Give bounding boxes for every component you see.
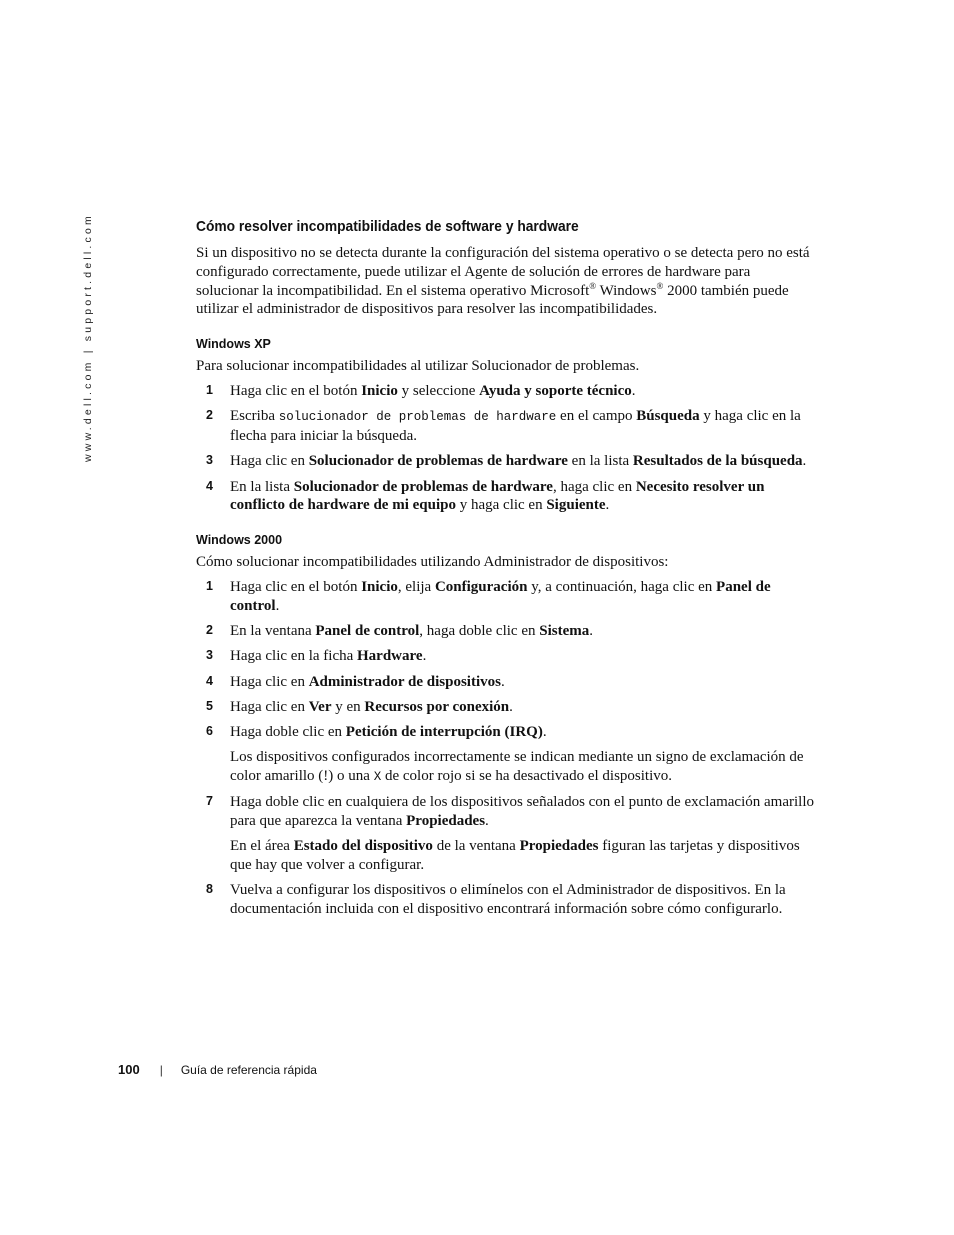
step-item — [196, 578, 814, 616]
step-text: y haga clic en — [455, 497, 547, 514]
step-number: 3 — [206, 648, 213, 663]
step-text: . — [509, 699, 513, 716]
ui-term: Solucionador de problemas de hardware — [308, 453, 568, 470]
intro-text-2: Windows — [596, 282, 657, 299]
note-text: de la ventana — [432, 837, 520, 854]
ui-term: Ver — [308, 699, 332, 716]
note-text: figuran las tarjetas y dispositivos que hay que volver a configurar. — [230, 837, 800, 873]
step-note — [230, 748, 814, 787]
page-number: 100 — [118, 1062, 140, 1077]
step-text: . — [589, 623, 593, 640]
intro-text-3: 2000 también puede utilizar el administrador de dispositivos para resolver las incompatibilidades. — [196, 282, 789, 318]
page-footer — [118, 1062, 317, 1077]
footer-doc-title: Guía de referencia rápida — [180, 1062, 317, 1077]
step-text: , haga clic en — [552, 478, 636, 495]
ui-term: Inicio — [361, 579, 398, 596]
code-term: X — [373, 769, 382, 784]
step-text: . — [422, 648, 427, 665]
registered-mark: ® — [656, 280, 664, 291]
step-item — [196, 478, 814, 516]
step-text: . — [542, 724, 547, 741]
step-text: . — [802, 453, 807, 470]
code-term: solucionador de problemas de hardware — [278, 410, 557, 425]
ui-term: Propiedades — [406, 813, 486, 830]
step-number: 5 — [206, 699, 213, 714]
step-number: 3 — [206, 453, 213, 468]
step-item — [196, 647, 814, 666]
windows-2000-steps — [196, 578, 814, 918]
footer-separator: | — [159, 1062, 163, 1077]
ui-term: Solucionador de problemas de hardware — [293, 478, 553, 495]
main-content — [196, 218, 814, 925]
step-number: 2 — [206, 408, 213, 423]
ui-term: Panel de control — [315, 623, 420, 640]
step-item — [196, 723, 814, 786]
ui-term: Búsqueda — [636, 408, 700, 425]
step-text: Haga doble clic en — [230, 724, 346, 741]
step-text: Haga clic en — [230, 699, 309, 716]
step-text: Haga clic en el botón — [230, 579, 362, 596]
step-text: y seleccione — [397, 382, 480, 399]
windows-xp-heading: Windows XP — [196, 337, 271, 352]
step-item — [196, 698, 814, 717]
step-text: . — [631, 382, 636, 399]
step-item — [196, 452, 814, 471]
step-text: . — [485, 813, 489, 830]
step-text: y, a continuación, haga clic en — [527, 579, 717, 596]
ui-term: Administrador de dispositivos — [308, 673, 501, 690]
step-text: . — [275, 597, 280, 614]
windows-2000-heading: Windows 2000 — [196, 533, 283, 548]
step-text: en la lista — [567, 453, 633, 470]
step-text: Haga doble clic en cualquiera de los dispositivos señalados con el punto de exclamación amarillo para que aparezca la ventana — [230, 794, 814, 830]
ui-term: Hardware — [357, 648, 423, 665]
step-number: 8 — [206, 881, 213, 896]
section-title: Cómo resolver incompatibilidades de software y hardware — [196, 218, 579, 235]
note-text: En el área — [230, 837, 294, 854]
step-number: 6 — [206, 724, 213, 739]
step-number: 4 — [206, 673, 213, 688]
ui-term: Panel de control — [230, 579, 771, 614]
registered-mark: ® — [589, 280, 597, 291]
step-text: . — [605, 497, 610, 514]
intro-text-1: Si un dispositivo no se detecta durante la configuración del sistema operativo o se detecta pero no está configurado correctamente, puede utilizar el Agente de solución de errores de hardware para solucionar la incompatibilidad. En el sistema operativo Microsoft — [196, 245, 810, 299]
step-text: Haga clic en — [230, 673, 309, 690]
side-url: www.dell.com | support.dell.com — [82, 213, 94, 462]
note-text: Los dispositivos configurados incorrectamente se indican mediante un signo de exclamación de color amarillo (!) o una — [230, 749, 804, 784]
step-item — [196, 673, 814, 692]
step-item — [196, 793, 814, 874]
step-number: 7 — [206, 794, 213, 809]
step-text: y en — [331, 699, 365, 716]
step-text: , haga doble clic en — [419, 623, 540, 640]
ui-term: Propiedades — [519, 837, 599, 854]
step-text: Haga clic en el botón — [230, 382, 362, 399]
intro-paragraph — [196, 244, 814, 319]
ui-term: Recursos por conexión — [364, 699, 510, 716]
ui-term: Siguiente — [546, 497, 606, 514]
step-text: En la lista — [230, 478, 294, 495]
ui-term: Resultados de la búsqueda — [632, 453, 803, 470]
step-item — [196, 622, 814, 641]
step-text: Vuelva a configurar los dispositivos o elimínelos con el Administrador de dispositivos. En la documentación incluida con el dispositivo encontrará información sobre cómo configurarlo. — [230, 881, 786, 917]
step-item — [196, 407, 814, 446]
step-text: y haga clic en la flecha para iniciar la búsqueda. — [230, 408, 801, 445]
step-text: En la ventana — [230, 623, 316, 640]
ui-term: Petición de interrupción (IRQ) — [345, 724, 543, 741]
step-text: en el campo — [556, 408, 637, 425]
step-number: 2 — [206, 623, 213, 638]
ui-term: Estado del dispositivo — [293, 837, 433, 854]
windows-xp-steps — [196, 382, 814, 515]
step-text: , elija — [397, 579, 435, 596]
step-text: Haga clic en — [230, 453, 309, 470]
step-text: Escriba — [230, 408, 279, 425]
ui-term: Sistema — [539, 623, 590, 640]
windows-xp-lead: Para solucionar incompatibilidades al utilizar Solucionador de problemas. — [196, 358, 640, 375]
note-text: de color rojo si se ha desactivado el dispositivo. — [381, 767, 672, 784]
step-item — [196, 881, 814, 919]
step-note — [230, 837, 814, 875]
step-text: Haga clic en la ficha — [230, 648, 358, 665]
step-number: 1 — [206, 579, 213, 594]
ui-term: Necesito resolver un conflicto de hardware de mi equipo — [230, 478, 765, 514]
ui-term: Inicio — [361, 382, 398, 399]
ui-term: Configuración — [434, 579, 528, 596]
step-text: . — [500, 673, 505, 690]
step-number: 4 — [206, 478, 213, 493]
ui-term: Ayuda y soporte técnico — [479, 382, 632, 399]
step-item — [196, 382, 814, 401]
windows-2000-lead: Cómo solucionar incompatibilidades utilizando Administrador de dispositivos: — [196, 554, 669, 571]
step-number: 1 — [206, 382, 213, 397]
